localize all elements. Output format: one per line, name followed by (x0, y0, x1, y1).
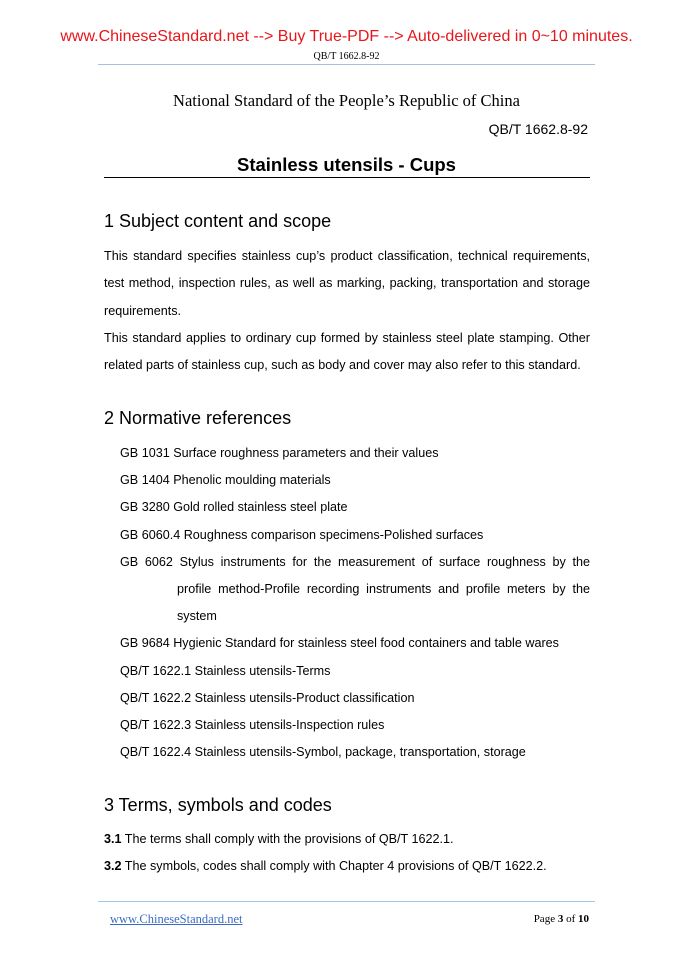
section-1-body (104, 243, 590, 379)
of-label: of (563, 913, 578, 925)
clause-number: 3.1 (104, 832, 122, 846)
list-item: GB 6062 Stylus instruments for the measurement of surface roughness by the profile method-Profile recording instruments and profile meters by the system (120, 554, 590, 624)
paragraph: This standard applies to ordinary cup formed by stainless steel plate stamping. Other related parts of stainless cup, such as body and cover may also refer to this standard. (104, 330, 590, 373)
list-item: GB 9684 Hygienic Standard for stainless steel food containers and table wares (120, 636, 559, 651)
list-item: GB 1404 Phenolic moulding materials (120, 473, 331, 488)
paragraph: This standard specifies stainless cup’s product classification, technical requirements, test method, inspection rules, as well as marking, packing, transportation and storage requirements. (104, 249, 590, 318)
page-number (534, 913, 589, 925)
clause-text: The symbols, codes shall comply with Chapter 4 provisions of QB/T 1622.2. (121, 859, 547, 874)
section-heading: 2 Normative references (104, 408, 292, 428)
page-label: Page (533, 913, 558, 925)
national-standard-label: National Standard of the People’s Republic of China (173, 91, 520, 110)
footer-link[interactable]: www.ChineseStandard.net (110, 912, 243, 926)
clause-number: 3.2 (104, 859, 122, 874)
list-item: GB 1031 Surface roughness parameters and their values (120, 446, 439, 460)
reference-list (120, 440, 590, 766)
list-item: GB 3280 Gold rolled stainless steel plate (120, 500, 348, 515)
standard-code: QB/T 1662.8-92 (488, 121, 588, 137)
list-item: QB/T 1622.4 Stainless utensils-Symbol, package, transportation, storage (120, 745, 526, 760)
clause-3-1 (104, 826, 590, 853)
header-divider (98, 64, 595, 65)
list-item: GB 6060.4 Roughness comparison specimens-Polished surfaces (120, 527, 484, 542)
promo-banner[interactable]: www.ChineseStandard.net --> Buy True-PDF --> Auto-delivered in 0~10 minutes. (60, 28, 633, 45)
document-title: Stainless utensils - Cups (237, 154, 456, 175)
section-heading: 3 Terms, symbols and codes (104, 795, 332, 815)
list-item: QB/T 1622.3 Stainless utensils-Inspection rules (120, 718, 385, 733)
clause-text: The terms shall comply with the provisions of QB/T 1622.1. (121, 832, 454, 846)
footer-divider (98, 901, 595, 902)
running-header: QB/T 1662.8-92 (313, 51, 380, 62)
list-item: QB/T 1622.2 Stainless utensils-Product classification (120, 690, 415, 705)
section-heading: 1 Subject content and scope (104, 211, 332, 231)
title-rule (104, 177, 590, 178)
clause-3-2 (104, 853, 590, 880)
list-item: QB/T 1622.1 Stainless utensils-Terms (120, 663, 331, 678)
current-page: 3 (557, 913, 564, 925)
section-3-body (104, 826, 590, 881)
total-pages: 10 (578, 913, 589, 925)
